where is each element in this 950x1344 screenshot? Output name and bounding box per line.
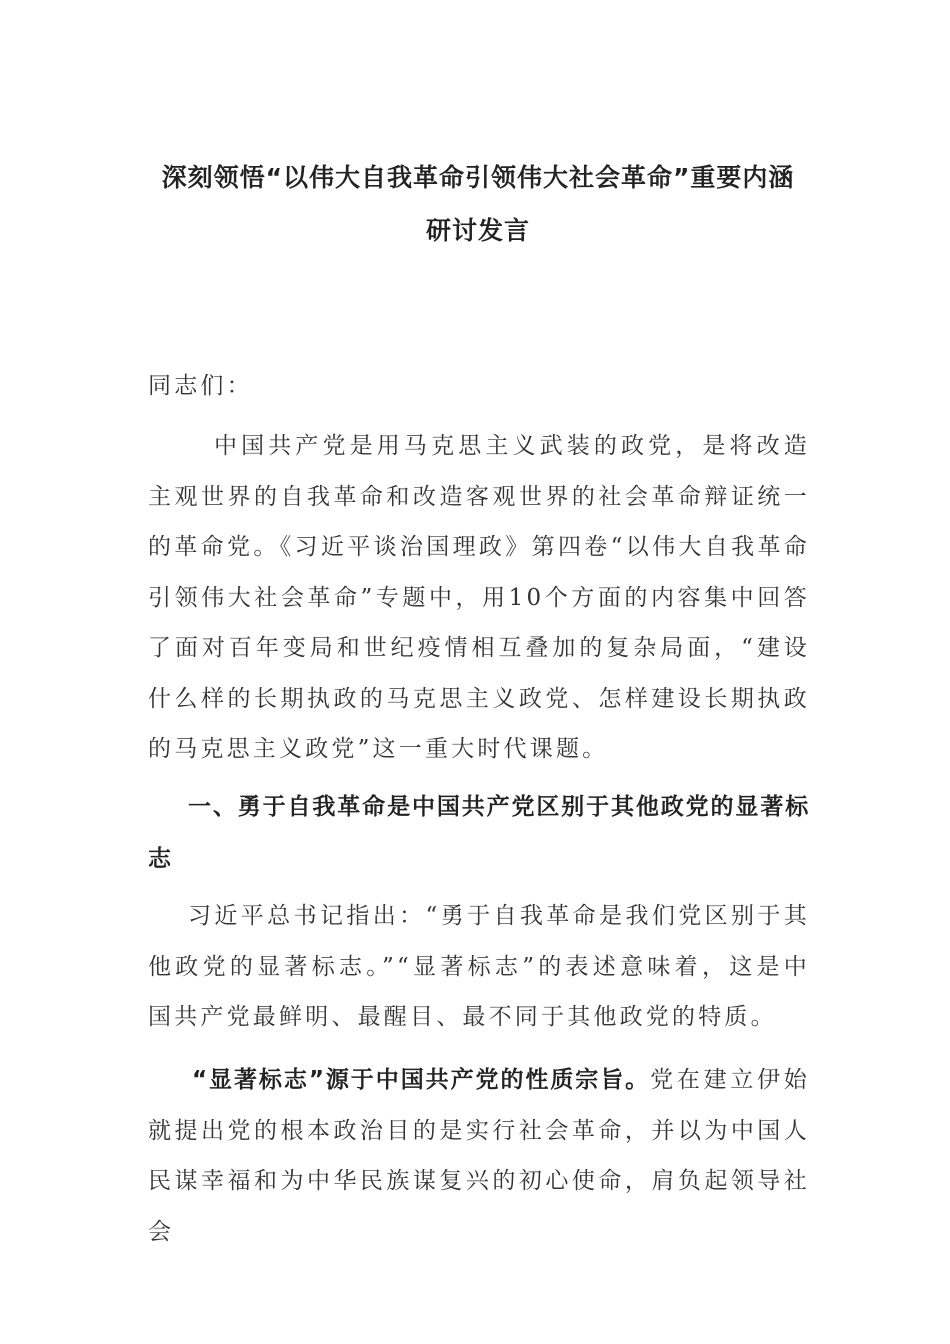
paragraph-lead-bold: “显著标志”源于中国共产党的性质宗旨。: [192, 1067, 651, 1093]
paragraph-intro: 中国共产党是用马克思主义武装的政党，是将改造主观世界的自我革命和改造客观世界的社会革命辩证统一的革命党。《习近平谈治国理政》第四卷“以伟大自我革命引领伟大社会革命”专题中，用10个方面的内容集中回答了面对百年变局和世纪疫情相互叠加的复杂局面，“建设什么样的长期执政的马克思主义政党、怎样建设长期执政的马克思主义政党”这一重大时代课题。: [148, 433, 810, 762]
paragraph-nature: [148, 1055, 810, 1257]
section-heading-1: 一、勇于自我革命是中国共产党区别于其他政党的显著标志: [148, 794, 810, 872]
salutation: 同志们：: [148, 373, 253, 399]
paragraph-quote: 习近平总书记指出：“勇于自我革命是我们党区别于其他政党的显著标志。”“显著标志”的表述意味着，这是中国共产党最鲜明、最醒目、最不同于其他政党的特质。: [148, 903, 810, 1030]
paragraph-body: 党在建立伊始就提出党的根本政治目的是实行社会革命，并以为中国人民谋幸福和为中华民族谋复兴的初心使命，肩负起领导社会: [148, 1067, 810, 1245]
document-title-line-2: 研讨发言: [425, 216, 530, 245]
document-title-line-1: 深刻领悟“以伟大自我革命引领伟大社会革命”重要内涵: [161, 163, 795, 192]
